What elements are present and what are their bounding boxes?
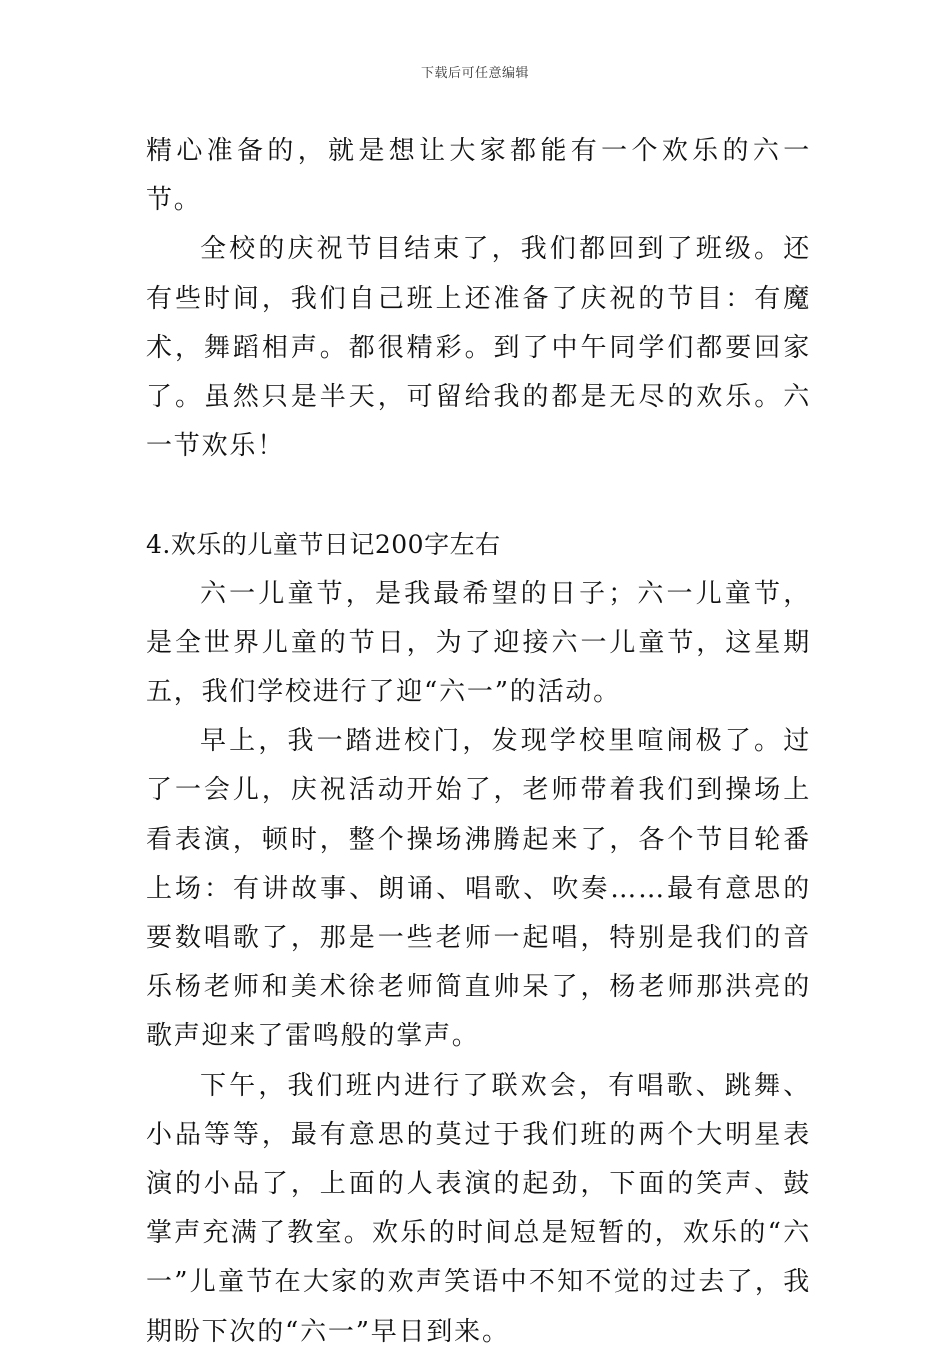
paragraph: 早上，我一踏进校门，发现学校里喧闹极了。过了一会儿，庆祝活动开始了，老师带着我们到操场上看表演，顿时，整个操场沸腾起来了，各个节目轮番上场：有讲故事、朗诵、唱歌、吹奏……最有意思的要数唱歌了，那是一些老师一起唱，特别是我们的音乐杨老师和美术徐老师简直帅呆了，杨老师那洪亮的歌声迎来了雷鸣般的掌声。 [146, 726, 811, 1052]
paragraph: 全校的庆祝节目结束了，我们都回到了班级。还有些时间，我们自己班上还准备了庆祝的节目：有魔术，舞蹈相声。都很精彩。到了中午同学们都要回家了。虽然只是半天，可留给我的都是无尽的欢乐。六一节欢乐！ [146, 234, 811, 462]
section-spacer [146, 471, 811, 520]
paragraph: 下午，我们班内进行了联欢会，有唱歌、跳舞、小品等等，最有意思的莫过于我们班的两个大明星表演的小品了，上面的人表演的起劲，下面的笑声、鼓掌声充满了教室。欢乐的时间总是短暂的，欢乐的“六一”儿童节在大家的欢声笑语中不知不觉的过去了，我期盼下次的“六一”早日到来。 [146, 1070, 811, 1347]
page-header: 下载后可任意编辑 [420, 66, 529, 81]
document-body [146, 127, 811, 1357]
section-heading: 4.欢乐的儿童节日记200字左右 [146, 530, 501, 560]
paragraph-continued: 精心准备的，就是想让大家都能有一个欢乐的六一节。 [146, 136, 811, 216]
paragraph: 六一儿童节，是我最希望的日子；六一儿童节，是全世界儿童的节日，为了迎接六一儿童节，这星期五，我们学校进行了迎“六一”的活动。 [146, 578, 811, 708]
